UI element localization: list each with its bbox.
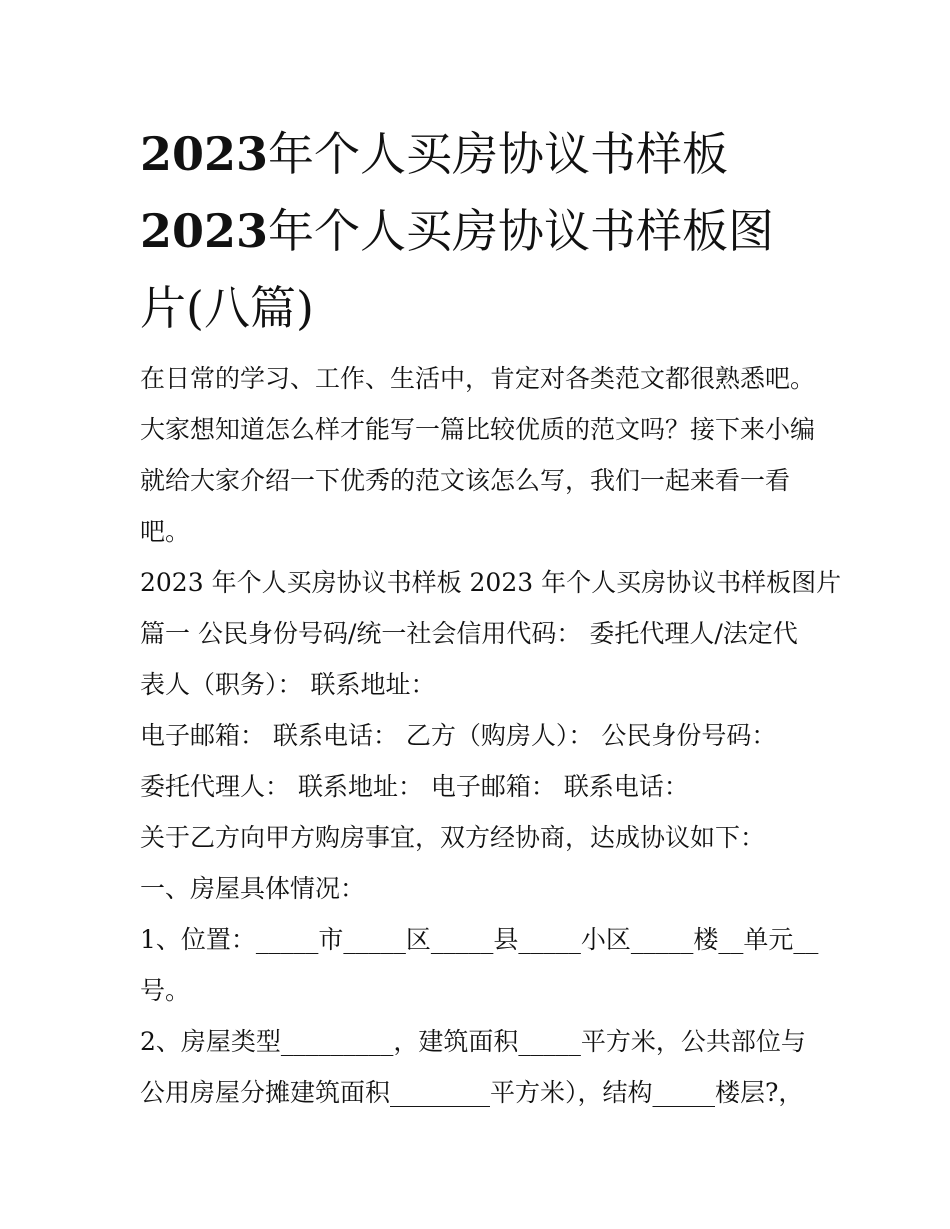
body-line: 就给大家介绍一下优秀的范文该怎么写，我们一起来看一看	[140, 466, 791, 495]
body-line: 委托代理人： 联系地址： 电子邮箱： 联系电话：	[140, 772, 689, 801]
document-body	[140, 353, 842, 1118]
document-title	[140, 116, 840, 347]
body-line: 1、位置：_____市_____区_____县_____小区_____楼__单元__	[140, 925, 819, 954]
body-line: 关于乙方向甲方购房事宜，双方经协商，达成协议如下：	[140, 823, 766, 852]
body-line: 大家想知道怎么样才能写一篇比较优质的范文吗？接下来小编	[140, 415, 816, 444]
body-line: 电子邮箱： 联系电话： 乙方（购房人）： 公民身份号码：	[140, 721, 777, 750]
title-line	[140, 193, 840, 270]
body-line: 号。	[140, 976, 191, 1005]
body-line: 在日常的学习、工作、生活中，肯定对各类范文都很熟悉吧。	[140, 364, 816, 393]
title-year: 2023	[140, 204, 269, 258]
body-line: 2、房屋类型_________，建筑面积_____平方米，公共部位与	[140, 1027, 806, 1056]
body-line: 公用房屋分摊建筑面积________平方米），结构_____楼层?，	[140, 1078, 804, 1107]
body-line: 吧。	[140, 517, 191, 546]
title-year: 2023	[140, 127, 269, 181]
body-line: 篇一 公民身份号码/统一社会信用代码： 委托代理人/法定代	[140, 619, 798, 648]
body-line: 表人（职务）： 联系地址：	[140, 670, 436, 699]
title-text: 年个人买房协议书样板	[268, 127, 729, 181]
body-line: 2023 年个人买房协议书样板 2023 年个人买房协议书样板图片	[140, 568, 842, 597]
title-line	[140, 116, 840, 193]
title-text: 片(八篇)	[140, 281, 314, 335]
body-line: 一、房屋具体情况：	[140, 874, 366, 903]
title-text: 年个人买房协议书样板图	[268, 204, 775, 258]
title-line	[140, 270, 840, 347]
